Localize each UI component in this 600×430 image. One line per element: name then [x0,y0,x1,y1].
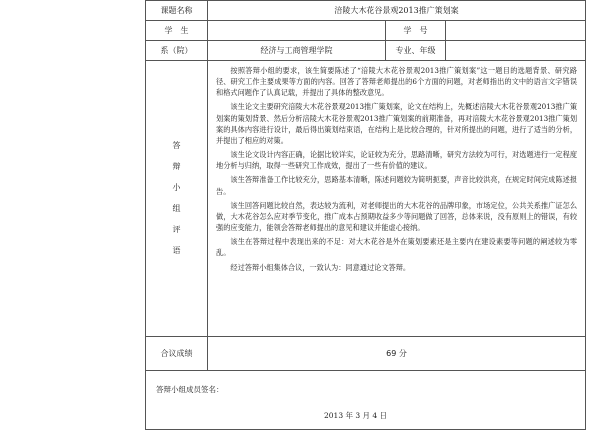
student-row [146,21,586,41]
evaluation-label-char: 组 [172,204,181,213]
signature-date: 2013 年 3 月 4 日 [324,411,388,420]
student-number-label: 学 号 [386,21,446,41]
student-label: 学 生 [146,21,208,41]
evaluation-label [146,61,208,337]
evaluation-paragraph: 该生论文设计内容正确，论据比较详实，论证较为充分，思路清晰，研究方法较为可行，对选题进行一定程度地分析与归纳，取得一些研究工作成效，提出了一些有价值的建议。 [216,150,578,171]
evaluation-text [208,61,586,337]
topic-row [146,1,586,21]
evaluation-row [146,61,586,337]
evaluation-paragraph: 该生回答问题比较自然，表达较为流利，对老师提出的大木花谷的品牌印象，市场定位，公共关系推广证怎么做，大木花谷怎么应对季节变化，推广成本占预期收益多少等问题做了回答，总体来说，没有原则上的错误，有较强的应变能力，能领会答辩老师提出的意见和建议并能虚心接纳。 [216,200,578,233]
department-value: 经济与工商管理学院 [208,41,386,61]
major-value [446,41,586,61]
student-number-value [446,21,586,41]
department-label: 系（院） [146,41,208,61]
evaluation-paragraph: 该生答辩准备工作比较充分，思路基本清晰，陈述问题较为简明扼要，声音比较洪亮，在规定时间完成陈述报告。 [216,175,578,196]
score-row [146,337,586,371]
evaluation-label-char: 小 [172,183,181,192]
evaluation-paragraph: 按照答辩小组的要求，该生简要陈述了“涪陵大木花谷景观2013推广策划案”这一题目的选题背景、研究路径、研究工作主要成果等方面的内容。回答了答辩老师提出的6个方面的问题，对老师指出的文中的语言文字错误和格式问题作了认真记载，并提出了具体的整改意见。 [216,66,578,98]
student-value [208,21,386,41]
department-row [146,41,586,61]
evaluation-label-char: 辩 [172,162,181,171]
major-label: 专业、年级 [386,41,446,61]
signature-cell [146,371,586,430]
evaluation-label-char: 答 [172,141,181,150]
topic-title: 涪陵大木花谷景观2013推广策划案 [208,1,586,21]
score-value: 69 分 [208,337,586,371]
defense-evaluation-form [145,0,586,430]
evaluation-label-char: 评 [172,225,181,234]
signature-row [146,371,586,430]
signature-label: 答辩小组成员签名： [156,385,224,394]
evaluation-paragraph: 经过答辩小组集体合议，一致认为：同意通过论文答辩。 [230,262,411,272]
evaluation-paragraph: 该生论文主要研究涪陵大木花谷景观2013推广策划案，论文在结构上，先概述涪陵大木花谷景观2013推广策划案的策划背景、然后分析涪陵大木花谷景观2013推广策划案的前期准备，再对涪陵大木花谷景观2013推广策划案的具体内容进行设计，最后得出策划结束语，在结构上是比较合理的，针对所提出的问题，进行了适当的分析，并提出了相应的对策。 [216,102,578,145]
topic-label: 课题名称 [146,1,208,21]
evaluation-paragraph: 该生在答辩过程中表现出来的不足：对大木花谷是外在策划要素还是主要内在建设素要等问题的阐述较为零乱。 [216,237,578,258]
score-label: 合议成绩 [146,337,208,371]
evaluation-label-char: 语 [172,246,181,255]
